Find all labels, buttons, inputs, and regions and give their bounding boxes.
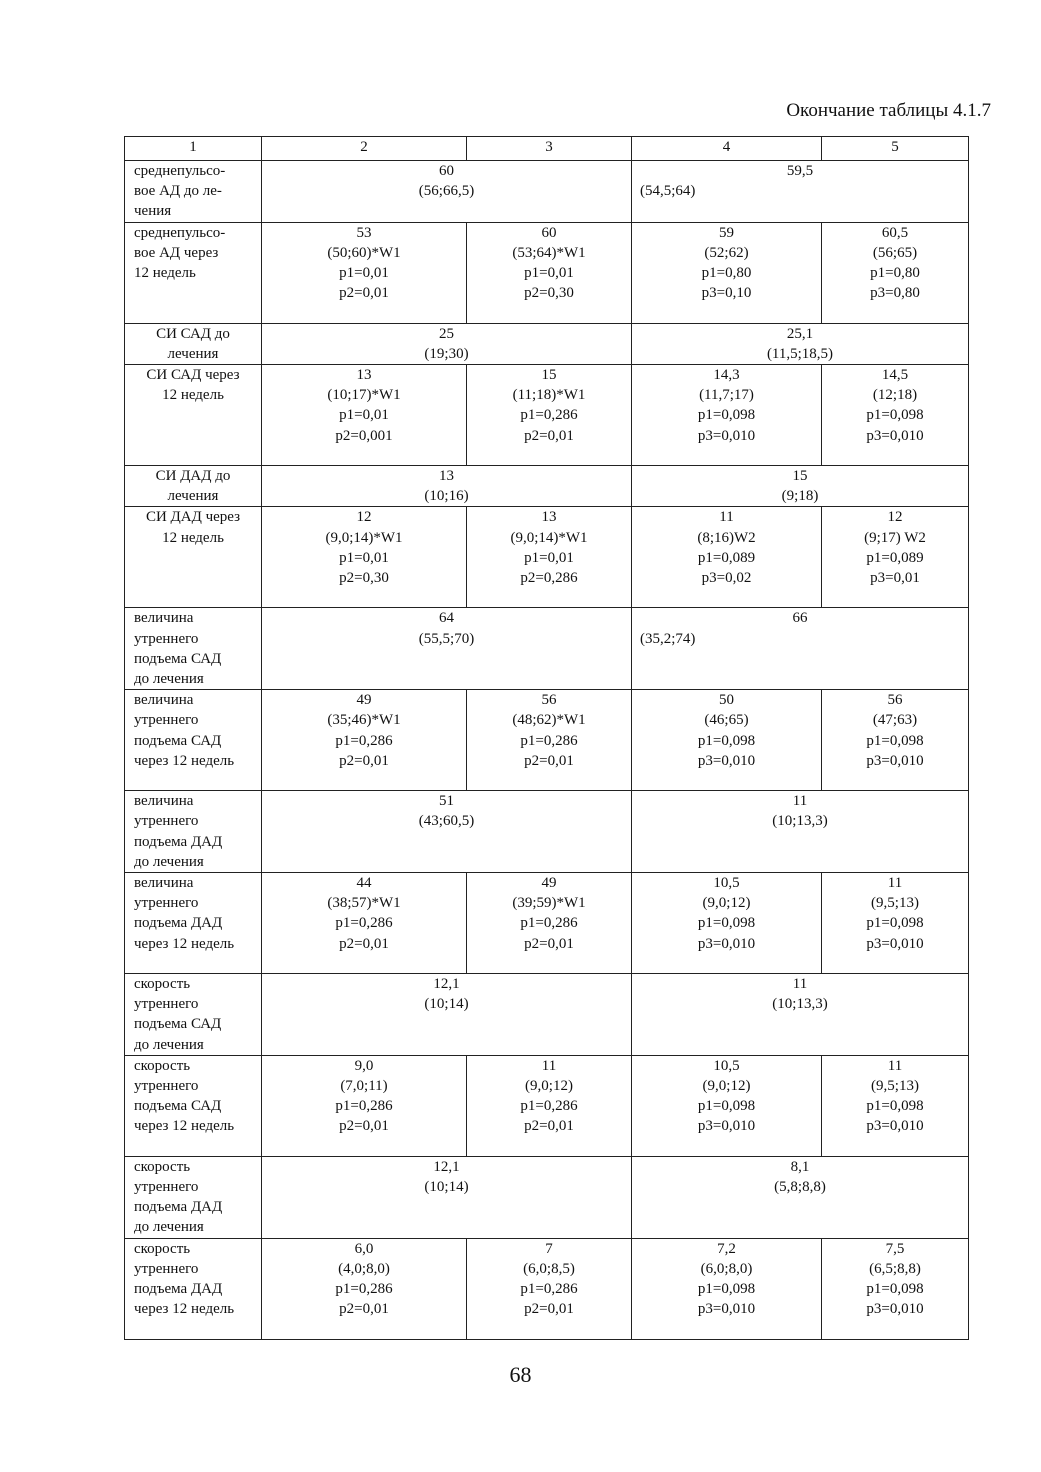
cell-value-line: p1=0,098 [866, 732, 924, 749]
cell-value-line: (4,0;8,0) [338, 1260, 390, 1277]
cell-value-line: (53;64)*W1 [512, 244, 586, 261]
row-label-line: утреннего [134, 712, 199, 729]
group-cell-cols-4-5 [632, 323, 969, 364]
cell-col-4 [632, 873, 822, 974]
row-label-line: подъема САД [134, 732, 222, 749]
group-cell-cols-4-5 [632, 791, 969, 873]
cell-value-line: p3=0,02 [701, 570, 752, 587]
cell-col-3 [467, 222, 632, 323]
row-label-line: скорость [134, 1158, 191, 1175]
cell-value-line: p1=0,01 [524, 265, 574, 282]
row-label-line: величина [134, 875, 194, 892]
row-label-line: скорость [134, 1057, 191, 1074]
cell-value-line: p1=0,098 [697, 1281, 756, 1298]
row-label-line: СИ ДАД через [145, 509, 241, 526]
table-row-followup [125, 690, 969, 791]
cell-value-line: (54,5;64) [640, 183, 696, 200]
cell-value-line: (10;13,3) [772, 813, 828, 830]
row-label-line: подъема САД [134, 650, 222, 667]
cell-value-line: 56 [541, 692, 557, 709]
cell-value-line: (47;63) [872, 712, 918, 729]
cell-value-line: (5,8;8,8) [774, 1179, 826, 1196]
row-label-line: скорость [134, 1240, 191, 1257]
cell-col-2 [262, 1238, 467, 1339]
row-label-cell [125, 974, 262, 1056]
row-label-line: подъема ДАД [134, 833, 223, 850]
row-label-line: утреннего [134, 1078, 199, 1095]
cell-value-line: p3=0,10 [701, 285, 752, 302]
cell-value-line: (11;18)*W1 [512, 387, 586, 404]
cell-value-line: (8;16)W2 [697, 529, 756, 546]
row-label-line: 12 недель [162, 387, 224, 404]
cell-value-line: 53 [356, 224, 372, 241]
row-label-line: до лечения [134, 853, 204, 870]
cell-value-line: p1=0,098 [866, 1098, 924, 1115]
cell-value-line: 13 [356, 367, 372, 384]
cell-value-line: (38;57)*W1 [327, 895, 401, 912]
cell-col-4 [632, 1055, 822, 1156]
row-label-line: подъема САД [134, 1016, 222, 1033]
cell-value-line: p1=0,098 [866, 407, 924, 424]
cell-value-line: 60 [439, 163, 454, 179]
row-label-line: до лечения [134, 1036, 204, 1053]
cell-col-3 [467, 507, 632, 608]
cell-value-line: (9,0;12) [702, 895, 751, 912]
cell-col-2 [262, 1055, 467, 1156]
cell-value-line: p1=0,01 [339, 407, 389, 424]
cell-value-line: 7 [545, 1240, 553, 1257]
cell-value-line: 11 [887, 875, 903, 892]
cell-value-line: p2=0,01 [339, 935, 389, 952]
row-label-cell [125, 365, 262, 466]
cell-value-line: p3=0,010 [866, 1118, 924, 1135]
row-label-line: утреннего [134, 996, 199, 1013]
cell-value-line: 12,1 [433, 976, 460, 993]
cell-value-line: (19;30) [424, 345, 469, 362]
cell-value-line: p3=0,80 [870, 285, 920, 302]
group-cell-cols-2-3 [262, 1156, 632, 1238]
cell-value-line: (50;60)*W1 [327, 244, 401, 261]
cell-value-line: (7,0;11) [340, 1078, 388, 1095]
cell-value-line: p2=0,30 [339, 570, 389, 587]
row-label-line: подъема САД [134, 1098, 222, 1115]
cell-value-line: p1=0,286 [520, 407, 578, 424]
row-label-line: через 12 недель [134, 1118, 235, 1135]
group-cell-cols-4-5 [632, 608, 969, 690]
cell-value-line: (35,2;74) [640, 630, 696, 647]
table-row-followup [125, 1055, 969, 1156]
cell-value-line: p2=0,01 [524, 427, 574, 444]
row-label-line: через 12 недель [134, 1301, 235, 1318]
cell-value-line: p3=0,010 [697, 427, 756, 444]
cell-value-line: p2=0,01 [339, 1118, 389, 1135]
cell-value-line: (35;46)*W1 [327, 712, 401, 729]
cell-col-3 [467, 365, 632, 466]
table-body [125, 137, 969, 1340]
table-row-baseline [125, 974, 969, 1056]
cell-value-line: 60 [541, 224, 557, 241]
cell-value-line: (9;18) [781, 488, 819, 505]
cell-value-line: (9,0;14)*W1 [325, 529, 403, 546]
cell-value-line: p2=0,01 [524, 1118, 574, 1135]
data-table [124, 136, 969, 1340]
cell-value-line: p1=0,286 [520, 1098, 578, 1115]
cell-value-line: 11 [792, 976, 808, 993]
cell-value-line: (10;14) [424, 1179, 469, 1196]
table-row-followup [125, 507, 969, 608]
cell-value-line: (6,5;8,8) [869, 1260, 921, 1277]
row-label-line: величина [134, 793, 194, 810]
cell-value-line: (39;59)*W1 [512, 895, 586, 912]
row-label-line: чения [134, 203, 172, 220]
row-label-line: величина [134, 692, 194, 709]
row-label-line: 12 недель [134, 265, 196, 282]
table-row-followup [125, 873, 969, 974]
row-label-cell [125, 1055, 262, 1156]
cell-value-line: p3=0,010 [697, 935, 756, 952]
cell-value-line: p1=0,286 [335, 915, 393, 932]
cell-col-2 [262, 365, 467, 466]
cell-value-line: p3=0,010 [866, 752, 924, 769]
row-label-cell [125, 1156, 262, 1238]
cell-col-4 [632, 222, 822, 323]
cell-col-3 [467, 690, 632, 791]
cell-value-line: 60,5 [881, 224, 909, 241]
row-label-line: скорость [134, 976, 191, 993]
cell-col-5 [822, 1055, 969, 1156]
cell-col-3 [467, 1055, 632, 1156]
cell-value-line: p1=0,089 [866, 549, 924, 566]
cell-value-line: 7,5 [885, 1240, 905, 1257]
table-caption: Окончание таблицы 4.1.7 [786, 100, 991, 121]
cell-value-line: (9,0;12) [525, 1078, 573, 1095]
cell-value-line: 12,1 [433, 1158, 460, 1175]
table-row-baseline [125, 1156, 969, 1238]
row-label-line: подъема ДАД [134, 1281, 223, 1298]
cell-value-line: 59 [719, 224, 734, 241]
group-cell-cols-2-3 [262, 161, 632, 223]
cell-value-line: p1=0,01 [524, 549, 574, 566]
row-label-line: утреннего [134, 1179, 199, 1196]
row-label-line: до лечения [134, 1219, 204, 1236]
cell-value-line: 12 [887, 509, 903, 526]
cell-col-2 [262, 690, 467, 791]
cell-value-line: 10,5 [713, 875, 740, 892]
table-row-baseline [125, 466, 969, 507]
cell-value-line: p1=0,80 [701, 265, 752, 282]
cell-value-line: p1=0,089 [697, 549, 756, 566]
cell-value-line: 49 [356, 692, 372, 709]
cell-value-line: 50 [719, 692, 734, 709]
group-cell-cols-4-5 [632, 1156, 969, 1238]
cell-value-line: (55,5;70) [418, 630, 475, 647]
header-cell-1: 1 [125, 137, 262, 161]
cell-value-line: 11 [792, 793, 808, 810]
row-label-line: лечения [167, 488, 219, 505]
cell-value-line: (9;17) W2 [864, 529, 926, 546]
table-row-baseline [125, 608, 969, 690]
group-cell-cols-4-5 [632, 161, 969, 223]
group-cell-cols-2-3 [262, 323, 632, 364]
cell-value-line: 11 [541, 1057, 557, 1074]
group-cell-cols-2-3 [262, 608, 632, 690]
cell-value-line: p1=0,286 [335, 1098, 393, 1115]
cell-value-line: (10;14) [424, 996, 469, 1013]
row-label-cell [125, 507, 262, 608]
row-label-line: утреннего [134, 813, 199, 830]
table-row-baseline [125, 791, 969, 873]
header-cell-3: 3 [467, 137, 632, 161]
cell-value-line: p2=0,286 [520, 570, 578, 587]
cell-value-line: p1=0,098 [866, 915, 924, 932]
cell-value-line: (6,0;8,0) [700, 1260, 753, 1277]
cell-col-2 [262, 222, 467, 323]
group-cell-cols-4-5 [632, 466, 969, 507]
cell-value-line: p3=0,010 [697, 1118, 756, 1135]
header-cell-2: 2 [262, 137, 467, 161]
cell-value-line: (11,5;18,5) [766, 345, 834, 362]
cell-value-line: (43;60,5) [418, 813, 475, 830]
cell-value-line: 64 [439, 610, 454, 627]
cell-value-line: 44 [356, 875, 372, 892]
cell-value-line: p2=0,01 [524, 1301, 574, 1318]
cell-value-line: (10;13,3) [772, 996, 828, 1013]
row-label-cell [125, 873, 262, 974]
cell-value-line: 9,0 [354, 1057, 374, 1074]
row-label-line: вое АД через [134, 244, 219, 261]
cell-value-line: p1=0,098 [866, 1281, 924, 1298]
cell-value-line: (52;62) [704, 244, 749, 261]
cell-col-5 [822, 222, 969, 323]
cell-value-line: p2=0,01 [339, 1301, 389, 1318]
cell-col-2 [262, 507, 467, 608]
row-label-cell [125, 323, 262, 364]
cell-value-line: (9,5;13) [871, 895, 919, 912]
cell-value-line: (9,0;14)*W1 [510, 529, 588, 546]
cell-value-line: (56;66,5) [418, 183, 475, 200]
cell-col-5 [822, 690, 969, 791]
row-label-line: 12 недель [162, 529, 224, 546]
cell-value-line: p1=0,098 [697, 732, 756, 749]
group-cell-cols-2-3 [262, 466, 632, 507]
cell-value-line: p1=0,80 [870, 265, 920, 282]
cell-value-line: (9,5;13) [871, 1078, 919, 1095]
cell-value-line: 6,0 [354, 1240, 374, 1257]
group-cell-cols-2-3 [262, 974, 632, 1056]
cell-col-4 [632, 690, 822, 791]
cell-value-line: p2=0,001 [335, 427, 393, 444]
row-label-line: лечения [167, 345, 219, 362]
table-row-followup [125, 1238, 969, 1339]
cell-value-line: p2=0,30 [524, 285, 574, 302]
cell-value-line: 25 [439, 325, 454, 342]
row-label-line: утреннего [134, 895, 199, 912]
cell-col-2 [262, 873, 467, 974]
cell-value-line: p1=0,098 [697, 915, 756, 932]
cell-value-line: 13 [439, 468, 454, 485]
cell-value-line: (48;62)*W1 [512, 712, 586, 729]
table-row-followup [125, 222, 969, 323]
cell-value-line: p2=0,01 [524, 752, 574, 769]
cell-value-line: p1=0,286 [335, 732, 393, 749]
cell-value-line: 8,1 [790, 1158, 810, 1175]
cell-value-line: (9,0;12) [702, 1078, 751, 1095]
cell-value-line: 14,5 [881, 367, 909, 384]
cell-col-5 [822, 1238, 969, 1339]
cell-col-5 [822, 873, 969, 974]
cell-col-3 [467, 873, 632, 974]
row-label-line: подъема ДАД [134, 1199, 223, 1216]
row-label-line: до лечения [134, 671, 204, 688]
cell-value-line: 15 [541, 367, 557, 384]
cell-value-line: 25,1 [786, 325, 814, 342]
cell-value-line: 56 [887, 692, 903, 709]
table-header-row [125, 137, 969, 161]
cell-value-line: (46;65) [704, 712, 749, 729]
row-label-line: СИ ДАД до [155, 468, 231, 485]
row-label-cell [125, 1238, 262, 1339]
cell-value-line: p3=0,010 [866, 935, 924, 952]
cell-value-line: 49 [541, 875, 557, 892]
cell-value-line: p1=0,01 [339, 549, 389, 566]
row-label-cell [125, 608, 262, 690]
cell-value-line: (12;18) [872, 387, 918, 404]
cell-col-5 [822, 365, 969, 466]
cell-value-line: 51 [439, 793, 454, 810]
row-label-cell [125, 690, 262, 791]
row-label-line: величина [134, 610, 194, 627]
cell-value-line: p2=0,01 [524, 935, 574, 952]
row-label-line: среднепульсо- [134, 224, 226, 241]
row-label-cell [125, 161, 262, 223]
cell-value-line: p2=0,01 [339, 752, 389, 769]
cell-value-line: 11 [719, 509, 734, 526]
row-label-cell [125, 791, 262, 873]
cell-value-line: (11,7;17) [699, 387, 754, 404]
cell-col-3 [467, 1238, 632, 1339]
cell-col-4 [632, 507, 822, 608]
cell-value-line: p1=0,286 [520, 732, 578, 749]
cell-value-line: p3=0,010 [697, 1301, 756, 1318]
cell-col-5 [822, 507, 969, 608]
table-row-baseline [125, 161, 969, 223]
cell-value-line: (10;16) [424, 488, 469, 505]
row-label-cell [125, 466, 262, 507]
table-row-followup [125, 365, 969, 466]
header-cell-5: 5 [822, 137, 969, 161]
cell-value-line: p1=0,286 [335, 1281, 393, 1298]
cell-value-line: 15 [792, 468, 808, 485]
cell-value-line: p1=0,01 [339, 265, 389, 282]
cell-value-line: p3=0,01 [870, 570, 920, 587]
row-label-line: утреннего [134, 1260, 199, 1277]
row-label-line: СИ САД до [156, 325, 230, 342]
row-label-line: утреннего [134, 630, 199, 647]
cell-value-line: (6,0;8,5) [523, 1260, 575, 1277]
row-label-line: СИ САД через [146, 367, 240, 384]
cell-value-line: 11 [887, 1057, 903, 1074]
data-table-container [124, 136, 968, 1340]
cell-value-line: 12 [356, 509, 372, 526]
cell-value-line: (56;65) [872, 244, 918, 261]
table-row-baseline [125, 323, 969, 364]
cell-value-line: 13 [541, 509, 557, 526]
cell-col-4 [632, 365, 822, 466]
cell-value-line: 7,2 [717, 1240, 736, 1257]
cell-value-line: p1=0,286 [520, 915, 578, 932]
row-label-line: через 12 недель [134, 752, 235, 769]
group-cell-cols-4-5 [632, 974, 969, 1056]
cell-value-line: p1=0,098 [697, 407, 756, 424]
cell-value-line: 66 [792, 610, 808, 627]
row-label-line: среднепульсо- [134, 163, 226, 179]
header-cell-4: 4 [632, 137, 822, 161]
cell-value-line: p3=0,010 [697, 752, 756, 769]
cell-value-line: 10,5 [713, 1057, 740, 1074]
cell-value-line: 14,3 [713, 367, 740, 384]
row-label-line: через 12 недель [134, 935, 235, 952]
cell-value-line: 59,5 [786, 163, 814, 179]
row-label-line: вое АД до ле- [134, 183, 222, 200]
cell-value-line: p1=0,098 [697, 1098, 756, 1115]
cell-col-4 [632, 1238, 822, 1339]
cell-value-line: p3=0,010 [866, 1301, 924, 1318]
cell-value-line: (10;17)*W1 [327, 387, 401, 404]
group-cell-cols-2-3 [262, 791, 632, 873]
cell-value-line: p3=0,010 [866, 427, 924, 444]
cell-value-line: p2=0,01 [339, 285, 389, 302]
row-label-cell [125, 222, 262, 323]
row-label-line: подъема ДАД [134, 915, 223, 932]
page-number: 68 [509, 1362, 532, 1387]
cell-value-line: p1=0,286 [520, 1281, 578, 1298]
